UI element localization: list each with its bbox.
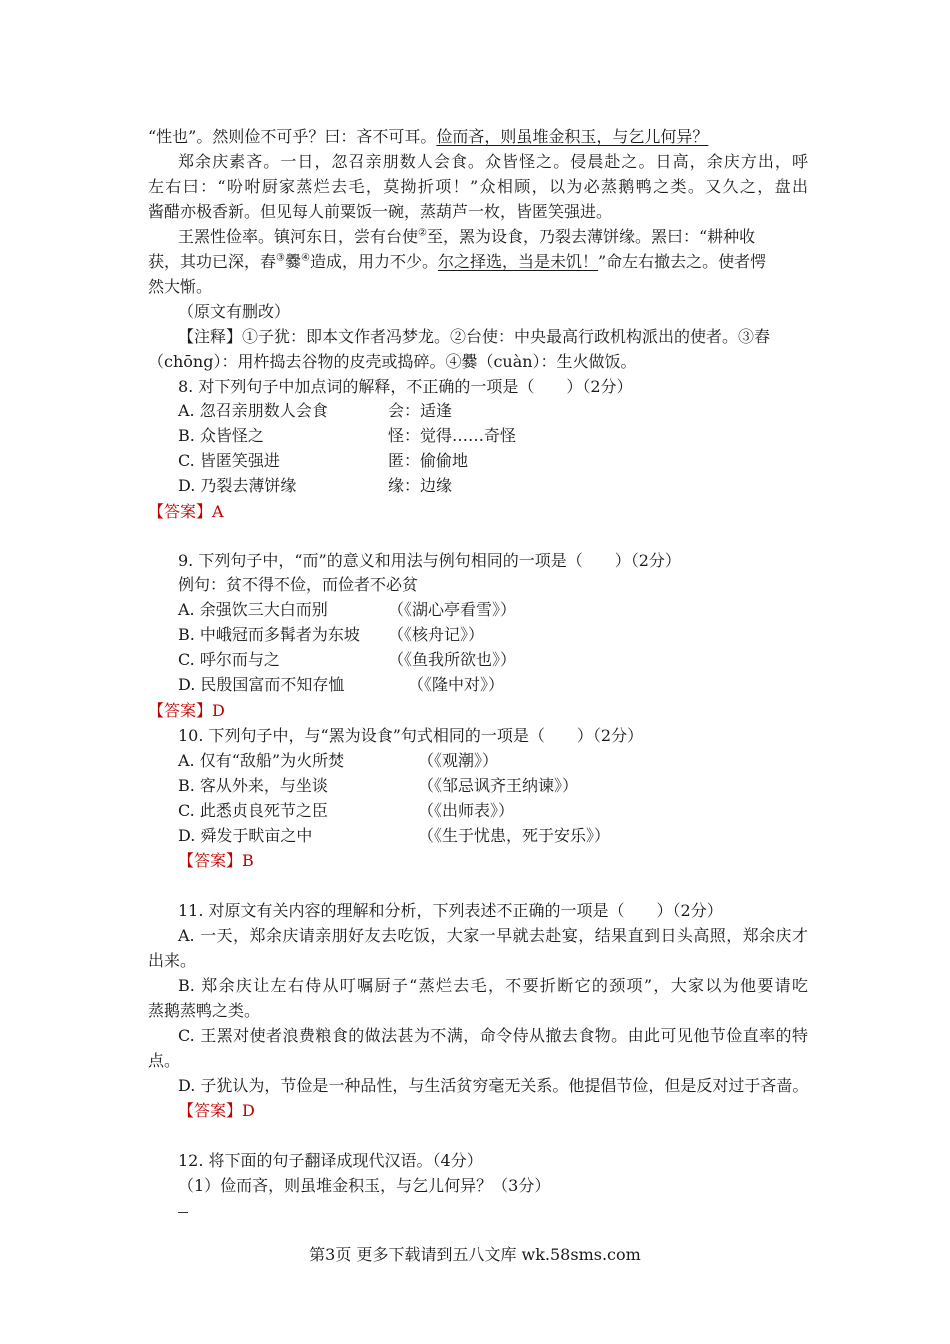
- deleted-note: （原文有删改）: [178, 302, 291, 321]
- q10-option-d: D. 舜发于畎亩之中: [178, 826, 313, 845]
- passage-p2-line-1: 王罴性俭率。镇河东日，尝有台使②至，罴为设食，乃裂去薄饼缘。罴曰：“耕种收: [178, 227, 756, 246]
- q11-option-c-line-2: 点。: [148, 1051, 181, 1070]
- passage-p2-line-3: 然大惭。: [148, 277, 213, 296]
- q9-option-c: C. 呼尔而与之: [178, 650, 280, 669]
- q9-option-b: B. 中峨冠而多髯者为东坡: [178, 625, 360, 644]
- passage-p1-line-1: 郑余庆素吝。一日，忽召亲朋数人会食。众皆怪之。侵晨赴之。日高，余庆方出，呼: [178, 152, 808, 171]
- q8-option-c: C. 皆匿笑强进: [178, 451, 280, 470]
- q9-source-a: （《湖心亭看雪》）: [388, 600, 517, 619]
- q11-option-c-line-1: C. 王罴对使者浪费粮食的做法甚为不满，命令侍从撤去食物。由此可见他节俭直率的特: [178, 1026, 808, 1045]
- q10-stem: 10. 下列句子中，与“罴为设食”句式相同的一项是（ ）（2分）: [178, 726, 644, 745]
- q9-source-d: （《隆中对》）: [408, 675, 505, 694]
- q8-option-d: D. 乃裂去薄饼缘: [178, 476, 297, 495]
- q10-option-b: B. 客从外来，与坐谈: [178, 776, 328, 795]
- passage-p2-line-2: 获，其功已深，舂③爨④造成，用力不少。尔之择选，当是未饥！”命左右撤去之。使者愕: [148, 252, 767, 271]
- q8-gloss-a: 会：适逢: [388, 401, 453, 420]
- q8-gloss-b: 怪：觉得……奇怪: [388, 426, 517, 445]
- q10-option-c: C. 此悉贞良死节之臣: [178, 801, 328, 820]
- page-footer: 第3页 更多下载请到五八文库 wk.58sms.com: [309, 1245, 641, 1264]
- underlined-sentence: 俭而吝，则虽堆金积玉，与乞儿何异？: [436, 127, 709, 146]
- passage-p1-line-2: 左右曰：“吩咐厨家蒸烂去毛，莫拗折项！”众相顾，以为必蒸鹅鸭之类。又久之，盘出: [148, 177, 808, 196]
- q9-source-c: （《鱼我所欲也》）: [388, 650, 517, 669]
- q9-example: 例句：贫不得不俭，而俭者不必贫: [178, 575, 419, 594]
- q9-source-b: （《核舟记》）: [388, 625, 485, 644]
- q9-answer: 【答案】D: [148, 701, 225, 720]
- q8-option-b: B. 众皆怪之: [178, 426, 264, 445]
- q11-option-d-line-1: D. 子犹认为，节俭是一种品性，与生活贫穷毫无关系。他提倡节俭，但是反对过于吝啬。: [178, 1076, 809, 1095]
- q11-stem: 11. 对原文有关内容的理解和分析，下列表述不正确的一项是（ ）（2分）: [178, 901, 723, 920]
- notes-line-2: （chōng）：用杵捣去谷物的皮壳或捣碎。④爨（cuàn）：生火做饭。: [148, 352, 637, 371]
- q8-gloss-d: 缘：边缘: [388, 476, 453, 495]
- text-cursor: [178, 1212, 188, 1213]
- q12-stem: 12. 将下面的句子翻译成现代汉语。（4分）: [178, 1151, 483, 1170]
- underlined-sentence: 尔之择选，当是未饥！: [437, 252, 598, 271]
- q11-option-a-line-2: 出来。: [148, 951, 197, 970]
- notes-line-1: 【注释】①子犹：即本文作者冯梦龙。②台使：中央最高行政机构派出的使者。③舂: [178, 327, 771, 346]
- q11-option-b-line-2: 蒸鹅蒸鸭之类。: [148, 1001, 261, 1020]
- q10-source-d: （《生于忧患，死于安乐》）: [418, 826, 611, 845]
- q8-gloss-c: 匿：偷偷地: [388, 451, 469, 470]
- passage-p1-line-3: 酱醋亦极香新。但见每人前粟饭一碗，蒸葫芦一枚，皆匿笑强进。: [148, 202, 613, 221]
- q10-source-c: （《出师表》）: [418, 801, 515, 820]
- q10-answer: 【答案】B: [178, 851, 254, 870]
- q9-option-a: A. 余强饮三大白而别: [178, 600, 328, 619]
- q9-stem: 9. 下列句子中，“而”的意义和用法与例句相同的一项是（ ）（2分）: [178, 551, 681, 570]
- q8-stem: 8. 对下列句子中加点词的解释，不正确的一项是（ ）（2分）: [178, 377, 633, 396]
- q8-answer: 【答案】A: [148, 502, 224, 521]
- q8-option-a: A. 忽召亲朋数人会食: [178, 401, 328, 420]
- q11-answer: 【答案】D: [178, 1101, 255, 1120]
- q11-option-a-line-1: A. 一天，郑余庆请亲朋好友去吃饭，大家一早就去赴宴，结果直到日头高照，郑余庆才: [178, 926, 808, 945]
- q10-source-b: （《邹忌讽齐王纳谏》）: [418, 776, 579, 795]
- q12-sub-question-1: （1）俭而吝，则虽堆金积玉，与乞儿何异？（3分）: [178, 1176, 551, 1195]
- q10-source-a: （《观潮》）: [418, 751, 499, 770]
- q11-option-b-line-1: B. 郑余庆让左右侍从叮嘱厨子“蒸烂去毛，不要折断它的颈项”，大家以为他要请吃: [178, 976, 808, 995]
- q10-option-a: A. 仅有“敌船”为火所焚: [178, 751, 345, 770]
- q9-option-d: D. 民殷国富而不知存恤: [178, 675, 345, 694]
- passage-line-0: “性也”。然则俭不可乎？曰：吝不可耳。俭而吝，则虽堆金积玉，与乞儿何异？: [148, 127, 709, 146]
